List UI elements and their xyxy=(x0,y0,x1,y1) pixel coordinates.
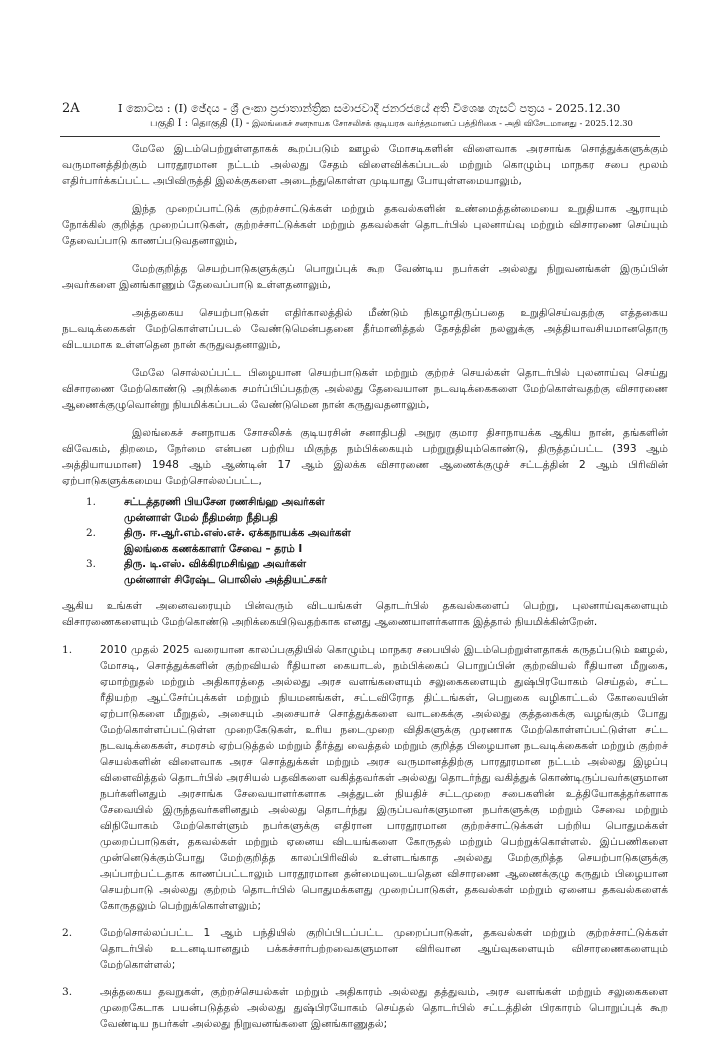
terms-of-reference-list xyxy=(62,642,668,1032)
member-title: முன்னாள் மேல் நீதிமன்ற நீதிபதி xyxy=(124,511,278,524)
member-item xyxy=(86,526,668,557)
page-number: 2A xyxy=(62,101,80,116)
header-tamil-part: பகுதி I : தொகுதி (I) - xyxy=(150,118,250,129)
term-item xyxy=(62,984,668,1032)
member-number: 3. xyxy=(86,558,96,570)
header-tamil-rest: இலங்கைச் சனநாயக சோசலிசக் குடியரசு வர்த்தமானப் பத்திரிகை - அதி விசேடமானது - 2025.12.30 xyxy=(252,118,633,128)
preamble-paragraph: மேலே இடம்பெற்றுள்ளதாகக் கூறப்படும் ஊழல் மோசடிகளின் விளைவாக அரசாங்க சொத்துக்களுக்கும் வருமானத்திற்கும் பாரதூரமான நட்டம் அல்லது சேதம் விளைவிக்கப்படல் மற்றும் கொழும்பு மாநகர சபை மூலம் எதிர்பார்க்கப்பட்ட அபிவிருத்தி இலக்குகளை அடைந்துகொள்ள முடியாது போயுள்ளமையாலும், xyxy=(62,143,668,187)
header-sinhala-title: I කොටස : (I) ඡේදය - ශ්‍රී ලංකා ප්‍රජාතාන්ත්‍රික සමාජවාදී ජනරජයේ අති විශෙෂ ගැසට් පත්‍රය - 2025.12.30 xyxy=(118,101,621,115)
term-text: அத்தகைய தவறுகள், குற்றச்செயல்கள் மற்றும் அதிகாரம் அல்லது தத்துவம், அரச வளங்கள் மற்றும் சலுகைகளை முறைகேடாக பயன்படுத்தல் அல்லது துஷ்பிரயோகம் செய்தல் தொடர்பில் சட்டத்தின் பிரகாரம் பொறுப்புக் கூற வேண்டிய நபர்கள் அல்லது நிறுவனங்களை இனங்காணுதல்; xyxy=(100,986,668,1030)
document-body xyxy=(62,141,668,1043)
member-title: முன்னாள் சிரேஷ்ட பொலிஸ் அத்தியட்சகர் xyxy=(124,573,327,586)
commission-members-list xyxy=(62,495,668,588)
term-number: 1. xyxy=(62,644,73,656)
member-item xyxy=(86,557,668,588)
header-tamil-title xyxy=(150,118,633,130)
member-number: 2. xyxy=(86,527,96,539)
member-name: சட்டத்தரணி பியசேன ரணசிங்ஹ அவர்கள் xyxy=(124,496,325,508)
member-item xyxy=(86,495,668,526)
member-title: இலங்கை கணக்காளர் சேவை – தரம் I xyxy=(124,542,303,555)
preamble-paragraph: அத்தகைய செயற்பாடுகள் எதிர்காலத்தில் மீண்டும் நிகழாதிருப்பதை உறுதிசெய்வதற்கு எத்தகைய நடவடிக்கைகள் மேற்கொள்ளப்படல் வேண்டுமென்பதனை தீர்மானித்தல் தேசத்தின் நலனுக்கு அத்தியாவசியமானதொரு விடயமாக உள்ளதென நான் கருதுவதனாலும், xyxy=(62,307,668,351)
term-number: 2. xyxy=(62,927,73,939)
appointment-paragraph: ஆகிய உங்கள் அனைவரையும் பின்வரும் விடயங்கள் தொடர்பில் தகவல்களைப் பெற்று, புலனாய்வுகளையும் விசாரணைகளையும் மேற்கொண்டு அறிக்கையிடுவதற்காக எனது ஆணையாளர்களாக இத்தால் நியமிக்கின்றேன். xyxy=(62,600,668,628)
term-number: 3. xyxy=(62,986,73,998)
member-number: 1. xyxy=(86,496,96,508)
member-name: திரு. டி.எஸ். விக்கிரமசிங்ஹ அவர்கள் xyxy=(124,558,307,570)
member-name: திரு. ஈ.ஆர்.எம்.எஸ்.எச். ஏக்கநாயக்க அவர்கள் xyxy=(124,527,351,539)
preamble-paragraph: இலங்கைச் சனநாயக சோசலிசக் குடியரசின் சனாதிபதி அநுர குமார திசாநாயக்க ஆகிய நான், தங்களின் விவேகம், திறமை, நேர்மை என்பன பற்றிய மிகுந்த நம்பிக்கையும் பற்றுறுதியும்கொண்டு, திருத்தப்பட்ட (393 ஆம் அத்தியாயமான) 1948 ஆம் ஆண்டின் 17 ஆம் இலக்க விசாரணை ஆணைக்குழுச் சட்டத்தின் 2 ஆம் பிரிவின் ஏற்பாடுகளுக்கமைய மேற்சொல்லப்பட்ட, xyxy=(62,427,668,487)
term-text: மேற்சொல்லப்பட்ட 1 ஆம் பந்தியில் குறிப்பிடப்பட்ட முறைப்பாடுகள், தகவல்கள் மற்றும் குற்றச்சாட்டுக்கள் தொடர்பில் உடனடியானதும் பக்கச்சார்பற்றவைகளுமான விரிவான ஆய்வுகளையும் விசாரணைகளையும் மேற்கொள்ளல்; xyxy=(100,927,668,971)
preamble-paragraph: மேலே சொல்லப்பட்ட பிழையான செயற்பாடுகள் மற்றும் குற்றச் செயல்கள் தொடர்பில் புலனாய்வு செய்து விசாரணை மேற்கொண்டு அறிக்கை சமர்ப்பிப்பதற்கு அல்லது தேவையான நடவடிக்கைகளை மேற்கொள்வதற்கு விசாரணை ஆணைக்குழுவொன்று நியமிக்கப்படல் வேண்டுமென நான் கருதுவதனாலும், xyxy=(62,367,668,411)
header-divider xyxy=(60,136,660,137)
term-item xyxy=(62,925,668,973)
preamble-paragraph: இந்த முறைப்பாட்டுக் குற்றச்சாட்டுக்கள் மற்றும் தகவல்களின் உண்மைத்தன்மையை உறுதியாக ஆராயும் நோக்கில் குறித்த முறைப்பாடுகள், குற்றச்சாட்டுக்கள் மற்றும் தகவல்கள் தொடர்பில் புலனாய்வு மற்றும் விசாரணை செய்யும் தேவைப்பாடு காணப்படுவதனாலும், xyxy=(62,203,668,247)
term-item xyxy=(62,642,668,914)
term-text: 2010 முதல் 2025 வரையான காலப்பகுதியில் கொழும்பு மாநகர சபையில் இடம்பெற்றுள்ளதாகக் கருதப்படும் ஊழல், மோசடி, சொத்துக்களின் குற்றவியல் ரீதியான கையாடல், நம்பிக்கைப் பொறுப்பின் குற்றவியல் ரீதியான மீறுகை, ஏமாற்றுதல் மற்றும் அதிகாரத்தை அல்லது அரச வளங்களையும் சலுகைகளையும் துஷ்பிரயோகம் செய்தல், சட்ட ரீதியற்ற ஆட்சேர்ப்புக்கள் மற்றும் நியமனங்கள், சட்டவிரோத திட்டங்கள், பெறுகை வழிகாட்டல் கோவையின் ஏற்பாடுகளை மீறுதல், அசையும் அசையாச் சொத்துக்களை வாடகைக்கு அல்லது குத்தகைக்கு வழங்கும் போது மேற்கொள்ளப்பட்டுள்ள முறைகேடுகள், உரிய நடைமுறை விதிகளுக்கு முரணாக மேற்கொள்ளப்பட்டுள்ள சட்ட நடவடிக்கைகள், சமரசம் ஏற்படுத்தல் மற்றும் தீர்த்து வைத்தல் மற்றும் குறித்த பிழையான நடவடிக்கைகள் மற்றும் குற்றச் செயல்களின் விளைவாக அரச சொத்துக்கள் மற்றும் அரச வருமானத்திற்கு பாரதூரமான நட்டம் அல்லது இழப்பு விளைவித்தல் தொடர்பில் அரசியல் பதவிகளை வகித்தவர்கள் அல்லது தொடர்ந்து வகித்துக் கொண்டிருப்பவர்களுமான நபர்களினதும் அரசாங்க சேவையாளர்களாக அத்துடன் நியதிச் சட்டமுறை சபைகளின் உத்தியோகத்தர்களாக சேவையில் இருந்தவர்களினதும் அல்லது தொடர்ந்து இருப்பவர்களுமான நபர்களுக்கு மற்றும் சேவை மற்றும் விநியோகம் மேற்கொள்ளும் நபர்களுக்கு எதிரான பாரதூரமான குற்றச்சாட்டுக்கள் பற்றிய பொதுமக்கள் முறைப்பாடுகள், தகவல்கள் மற்றும் ஏனைய விடயங்களை கோருதல் மற்றும் பெற்றுக்கொள்ளல். இப்பணிகளை முன்னெடுக்கும்போது மேற்குறித்த காலப்பிரிவில் உள்ளடங்காத அல்லது மேற்குறித்த செயற்பாடுகளுக்கு அப்பாற்பட்டதாக காணப்பட்டாலும் பாரதூரமான தன்மையுடையதென விசாரணை ஆணைக்குழு கருதும் பிழையான செயற்பாடு அல்லது குற்றம் தொடர்பில் பொதுமக்களது முறைப்பாடுகள், தகவல்கள் மற்றும் ஏனைய தகவல்களைக் கோருதலும் பெற்றுக்கொள்ளலும்; xyxy=(100,644,668,912)
preamble-paragraph: மேற்குறித்த செயற்பாடுகளுக்குப் பொறுப்புக் கூற வேண்டிய நபர்கள் அல்லது நிறுவனங்கள் இருப்பின் அவர்களை இனங்காணும் தேவைப்பாடு உள்ளதனாலும், xyxy=(62,263,668,291)
